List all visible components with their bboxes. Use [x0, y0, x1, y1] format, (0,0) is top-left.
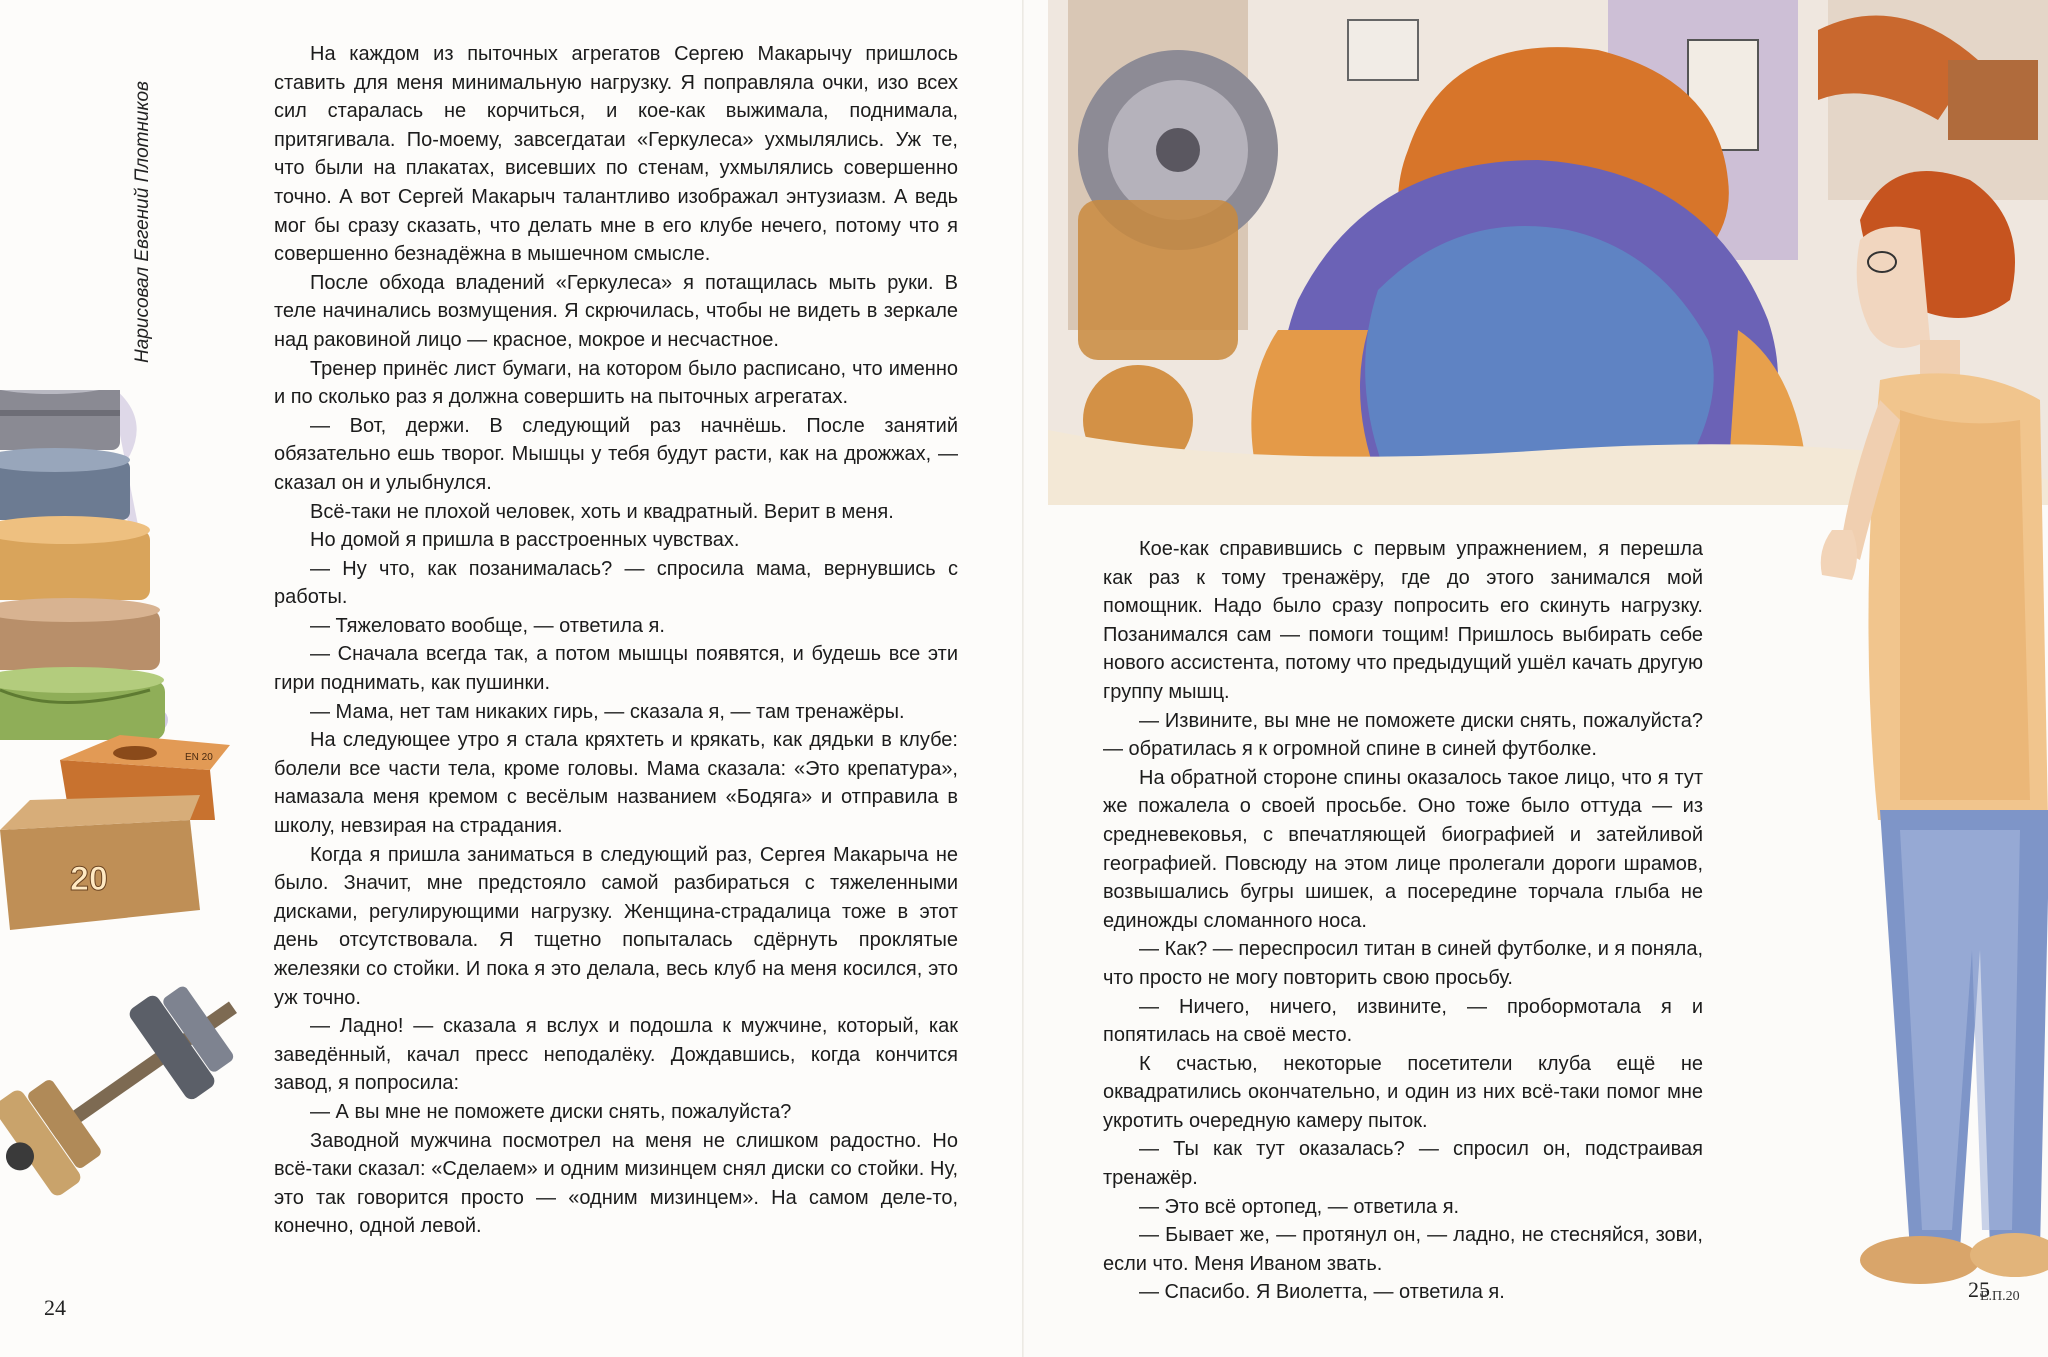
- paragraph: На следующее утро я стала кряхтеть и крякать, как дядьки в клубе: болели все части тела, кроме головы. Мама сказала: «Это крепатура», намазала меня кремом с весёлым названием «Бодяга» и отправила в школу, невзирая на страдания.: [274, 729, 958, 838]
- illustrator-credit: Нарисовал Евгений Плотников: [132, 81, 153, 363]
- page-number: 25: [1968, 1277, 1990, 1302]
- paragraph: Заводной мужчина посмотрел на меня не слишком радостно. Но всё-таки сказал: «Сделаем» и одним мизинцем снял диски со стойки. Ну, это так говорится просто — «одним мизинцем». На самом деле-то, конечно, одной левой.: [274, 1129, 958, 1238]
- dumbbell: [0, 961, 240, 1210]
- page-number: 24: [44, 1295, 66, 1320]
- paragraph: — Извините, вы мне не поможете диски снять, пожалуйста? — обратилась я к огромной спине в синей футболке.: [1103, 709, 1703, 761]
- girl-illustration: [1770, 150, 2048, 1310]
- paragraph: — Ничего, ничего, извините, — пробормотала я и попятилась на своё место.: [1103, 995, 1703, 1047]
- paragraph: — Бывает же, — протянул он, — ладно, не стесняйся, зови, если что. Меня Иваном звать.: [1103, 1224, 1703, 1275]
- weight-plate-2: [0, 448, 130, 520]
- paragraph: — Это всё ортопед, — ответила я.: [1139, 1195, 1460, 1218]
- paragraph: — Тяжеловато вообще, — ответила я.: [310, 614, 665, 637]
- artist-signature: E.П.20: [1980, 1289, 2020, 1304]
- paragraph: Но домой я пришла в расстроенных чувствах.: [310, 529, 740, 552]
- paragraph: К счастью, некоторые посетители клуба ещё не оквадратились окончательно, и один из них всё-таки помог мне укротить очередную камеру пыток.: [1103, 1052, 1703, 1132]
- paragraph: Всё-таки не плохой человек, хоть и квадратный. Верит в меня.: [310, 500, 894, 523]
- paragraph: — Ты как тут оказалась? — спросил он, подстраивая тренажёр.: [1103, 1138, 1703, 1190]
- paragraph: Тренер принёс лист бумаги, на котором было расписано, что именно и по сколько раз я должна совершить на пыточных агрегатах.: [274, 357, 958, 409]
- paragraph: После обхода владений «Геркулеса» я потащилась мыть руки. В теле начинались возмущения. Я скрючилась, чтобы не видеть в зеркале над раковиной лицо — красное, мокрое и несчастное.: [274, 271, 958, 351]
- weight-plate-4: [0, 598, 160, 670]
- paragraph: — Сначала всегда так, а потом мышцы появятся, и будешь все эти гири поднимать, как пушинки.: [274, 643, 958, 695]
- paragraph: На каждом из пыточных агрегатов Сергею Макарычу пришлось ставить для меня минимальную нагрузку. Я поправляла очки, изо всех сил старалась не корчиться, и кое-как выжимала, поднимала, притягивала. По-моему, завсегдатаи «Геркулеса» ухмылялись. Уж те, что были на плакатах, висевших по стенам, ухмылялись совершенно точно. А вот Сергей Макарыч талантливо изображал энтузиазм. А ведь мог бы сразу сказать, что делать мне в его клубе нечего, потому что я совершенно безнадёжна в мышечном смысле.: [274, 43, 958, 266]
- weight-plate-3: [0, 516, 150, 600]
- left-text-column: [274, 40, 958, 1241]
- paragraph: Кое-как справившись с первым упражнением, я перешла как раз к тому тренажёру, где до этого занимался мой помощник. Надо было сразу попросить его скинуть нагрузку. Позанимался сам — помоги тощим! Пришлось выбирать себе нового ассистента, потому что предыдущий ушёл качать другую группу мышц.: [1103, 538, 1703, 703]
- paragraph: — Ладно! — сказала я вслух и подошла к мужчине, который, как заведённый, качал пресс неподалёку. Дождавшись, когда кончится завод, я попросила:: [274, 1015, 958, 1095]
- weight-plate-top: [0, 390, 120, 450]
- block-label: EN 20: [185, 752, 213, 763]
- paragraph: — Ну что, как позанималась? — спросила мама, вернувшись с работы.: [274, 557, 958, 609]
- block-weight-20: [0, 795, 200, 930]
- paragraph: На обратной стороне спины оказалось такое лицо, что я тут же пожалела о своей просьбе. Оно тоже было оттуда — из средневековья, с впечатляющей биографией и затейливой географией. Повсюду на этом лице пролегали дороги шрамов, возвышались бугры шишек, а посередине торчала глыба не единожды сломанного носа.: [1103, 766, 1703, 932]
- plate-label-20: 20: [70, 860, 108, 898]
- paragraph: Когда я пришла заниматься в следующий раз, Сергея Макарыча не было. Значит, мне предстояло самой разбираться с тяжеленными дисками, регулирующими нагрузку. Женщина-страдалица тоже в этот день отсутствовала. Я тщетно попыталась сдёрнуть проклятые железяки со стойки. И пока я это делала, весь клуб на меня косился, это уж точно.: [274, 843, 958, 1009]
- paragraph: — Мама, нет там никаких гирь, — сказала я, — там тренажёры.: [310, 700, 905, 723]
- paragraph: — А вы мне не поможете диски снять, пожалуйста?: [310, 1100, 792, 1123]
- paragraph: — Как? — переспросил титан в синей футболке, и я поняла, что просто не могу повторить свою просьбу.: [1103, 938, 1703, 989]
- weight-plate-green: [0, 667, 165, 740]
- weights-illustration: [0, 390, 240, 1330]
- paragraph: — Вот, держи. В следующий раз начнёшь. После занятий обязательно ешь творог. Мышцы у тебя будут расти, как на дрожжах, — сказал он и улыбнулся.: [274, 414, 958, 494]
- right-text-column: [1103, 535, 1703, 1307]
- paragraph: — Спасибо. Я Виолетта, — ответила я.: [1139, 1281, 1505, 1304]
